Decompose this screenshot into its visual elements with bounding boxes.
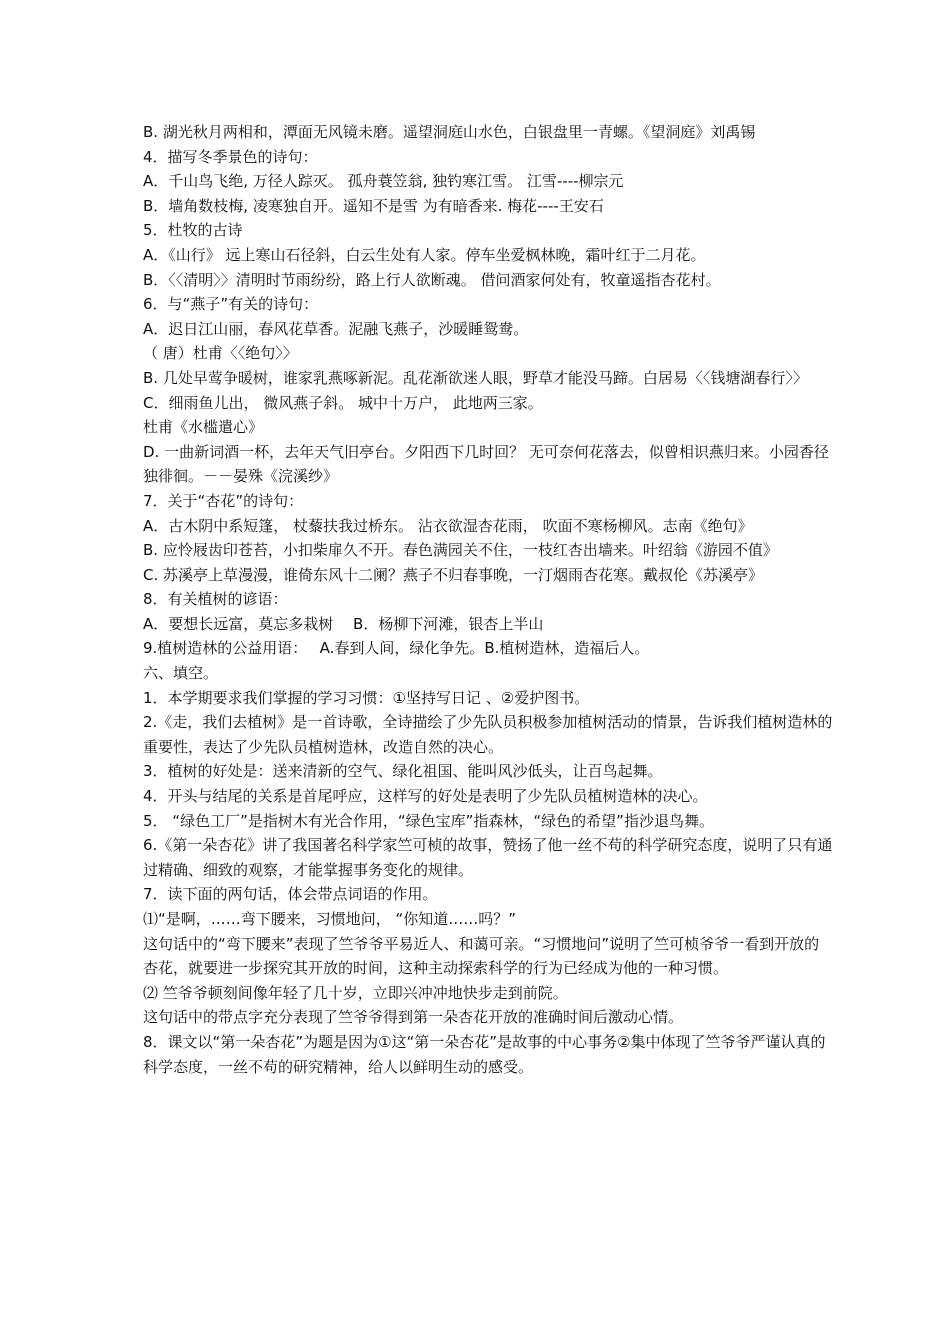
proverb-line: A．要想长远富，莫忘多栽树 B．杨柳下河滩，银杏上半山: [143, 614, 544, 633]
poem-line: A．迟日江山丽，春风花草香。泥融飞燕子，沙暖睡鸳鸯。: [143, 319, 529, 338]
quote-line: ⑵ 竺爷爷顿刻间像年轻了几十岁，立即兴冲冲地快步走到前院。: [143, 983, 568, 1002]
poem-line: B．〈〈清明〉〉清明时节雨纷纷，路上行人欲断魂。 借问酒家何处有，牧童遥指杏花村。: [143, 270, 721, 289]
section-heading: 7．关于“杏花”的诗句：: [143, 491, 304, 510]
answer-line: 4．开头与结尾的关系是首尾呼应，这样写的好处是表明了少先队员植树造林的决心。: [143, 787, 708, 806]
poem-line: C．细雨鱼儿出， 微风燕子斜。 城中十万户， 此地两三家。: [143, 393, 543, 412]
section-heading: 5．杜牧的古诗: [143, 221, 243, 240]
poem-line: B．墙角数枝梅, 凌寒独自开。遥知不是雪 为有暗香来. 梅花----王安石: [143, 196, 604, 215]
answer-line: 2.《走，我们去植树》是一首诗歌，全诗描绘了少先队员积极参加植树活动的情景，告诉我们植树造林的重要性，表达了少先队员植树造林，改造自然的决心。: [143, 713, 833, 756]
quote-line: ⑴“是啊，……弯下腰来，习惯地问， “你知道……吗？”: [143, 910, 517, 928]
answer-line: 1．本学期要求我们掌握的学习习惯：①坚持写日记 、②爱护图书。: [143, 688, 590, 707]
answer-line: 7．读下面的两句话，体会带点词语的作用。: [143, 885, 438, 904]
poem-author: 杜甫《水槛遣心》: [143, 418, 264, 437]
answer-line: 3．植树的好处是：送来清新的空气、绿化祖国、能叫风沙低头，让百鸟起舞。: [143, 762, 663, 781]
document-page: [143, 120, 833, 1079]
slogan-line: 9.植树造林的公益用语： A.春到人间，绿化争先。B.植树造林，造福后人。: [143, 639, 650, 658]
part-heading: 六、填空。: [143, 664, 219, 683]
answer-line: 8．课文以“第一朵杏花”为题是因为①这“第一朵杏花”是故事的中心事务②集中体现了竺爷爷严谨认真的科学态度，一丝不苟的研究精神，给人以鲜明生动的感受。: [143, 1032, 826, 1076]
poem-line: A．千山鸟飞绝, 万径人踪灭。 孤舟蓑笠翁, 独钓寒江雪。 江雪----柳宗元: [143, 172, 624, 191]
poem-line: A．古木阴中系短篷， 杖藜扶我过桥东。 沾衣欲湿杏花雨， 吹面不寒杨柳风。志南《绝句》: [143, 516, 753, 535]
poem-line: B. 应怜屐齿印苍苔，小扣柴扉久不开。春色满园关不住，一枝红杏出墙来。叶绍翁《游园不值》: [143, 541, 778, 560]
section-heading: 4．描写冬季景色的诗句：: [143, 147, 318, 166]
poem-line: C. 苏溪亭上草漫漫，谁倚东风十二阑？燕子不归春事晚，一汀烟雨杏花寒。戴叔伦《苏溪亭》: [143, 565, 764, 584]
answer-line: 5． “绿色工厂”是指树木有光合作用，“绿色宝库”指森林，“绿色的希望”指沙退鸟舞。: [143, 811, 714, 830]
section-heading: 6．与“燕子”有关的诗句：: [143, 295, 319, 314]
poem-author: （ 唐）杜甫〈〈绝句〉〉: [143, 344, 298, 363]
poem-line: B. 几处早莺争暖树，谁家乳燕啄新泥。乱花渐欲迷人眼，野草才能没马蹄。白居易〈〈钱塘湖春行〉〉: [143, 368, 808, 387]
poem-line: A．《山行》 远上寒山石径斜，白云生处有人家。停车坐爱枫林晚，霜叶红于二月花。: [143, 245, 706, 264]
answer-line: 这句话中的带点字充分表现了竺爷爷得到第一朵杏花开放的准确时间后激动心情。: [143, 1008, 684, 1027]
section-heading: 8．有关植树的谚语：: [143, 590, 288, 609]
answer-line: 6.《第一朵杏花》讲了我国著名科学家竺可桢的故事，赞扬了他一丝不苟的科学研究态度，说明了只有通过精确、细致的观察，才能掌握事务变化的规律。: [143, 836, 833, 879]
poem-line: D. 一曲新词酒一杯，去年天气旧亭台。夕阳西下几时回？ 无可奈何花落去，似曾相识燕归来。小园香径独徘徊。－－晏殊《浣溪纱》: [143, 442, 829, 486]
poem-line: B. 湖光秋月两相和，潭面无风镜未磨。遥望洞庭山水色，白银盘里一青螺。《望洞庭》刘禹锡: [143, 123, 756, 141]
answer-line: 这句话中的“弯下腰来”表现了竺爷爷平易近人、和蔼可亲。“习惯地问”说明了竺可桢爷爷一看到开放的杏花，就要进一步探究其开放的时间，这种主动探索科学的行为已经成为他的一种习惯。: [143, 934, 820, 978]
